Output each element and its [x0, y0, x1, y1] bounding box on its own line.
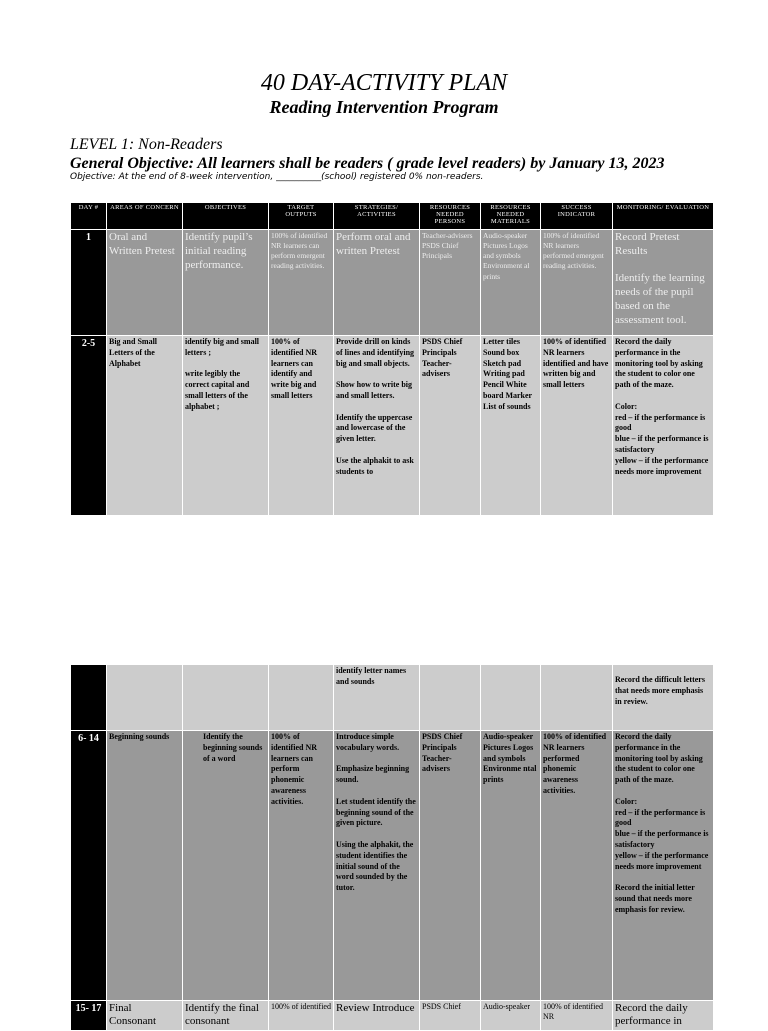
- objective-cell: Identify the final consonant: [183, 1001, 269, 1031]
- persons-cell: PSDS Chief Principals Teacher-advisers: [420, 336, 481, 516]
- materials-cell: Letter tiles Sound box Sketch pad Writing pad Pencil White board Marker List of sounds: [481, 336, 541, 516]
- indicator-cell: 100% of identified NR learners performed emergent reading activities.: [541, 230, 613, 336]
- table-header-row: [71, 203, 714, 230]
- day-cell: 6- 14: [71, 731, 107, 1001]
- persons-cell: Teacher-advisers PSDS Chief Principals: [420, 230, 481, 336]
- col-header-outputs: TARGET OUTPUTS: [269, 203, 334, 230]
- strategy-cell: Introduce simple vocabulary words. Emphasize beginning sound. Let student identify the beginning sound of the given picture. Using the alphakit, the student identifies the initial sound of the word sounded by the tutor.: [334, 731, 420, 1001]
- indicator-cell: [541, 665, 613, 731]
- strategy-cell: Perform oral and written Pretest: [334, 230, 420, 336]
- monitoring-cell: Record the daily performance in the monitoring tool by asking the student to color one path of the maze. Color: red – if the performance is good blue – if the performance is satisfactory yellow – if the performance needs more improvement Record the initial letter sound that needs more emphasis for review.: [613, 731, 714, 1001]
- persons-cell: [420, 665, 481, 731]
- indicator-cell: 100% of identified NR learners identified and have written big and small letters: [541, 336, 613, 516]
- table-row: [71, 731, 714, 1001]
- col-header-strategies: STRATEGIES/ ACTIVITIES: [334, 203, 420, 230]
- output-cell: 100% of identified NR learners can identify and write big and small letters: [269, 336, 334, 516]
- table-row: [71, 1001, 714, 1031]
- strategy-cell: Review Introduce: [334, 1001, 420, 1031]
- table-row: [71, 665, 714, 731]
- col-header-monitoring: MONITORING/ EVALUATION: [613, 203, 714, 230]
- strategy-cell: identify letter names and sounds: [334, 665, 420, 731]
- col-header-materials: RESOURCES NEEDED MATERIALS: [481, 203, 541, 230]
- materials-cell: Audio-speaker Pictures Logos and symbols Environme ntal prints: [481, 731, 541, 1001]
- area-cell: [107, 665, 183, 731]
- col-header-indicator: SUCCESS INDICATOR: [541, 203, 613, 230]
- persons-cell: PSDS Chief: [420, 1001, 481, 1031]
- area-cell: Beginning sounds: [107, 731, 183, 1001]
- monitoring-cell: Record the daily performance in: [613, 1001, 714, 1031]
- col-header-persons: RESOURCES NEEDED PERSONS: [420, 203, 481, 230]
- general-objective: General Objective: All learners shall be readers ( grade level readers) by January 13, 2023: [70, 155, 665, 172]
- indicator-cell: 100% of identified NR learners performed phonemic awareness activities.: [541, 731, 613, 1001]
- output-cell: 100% of identified NR learners can perform emergent reading activities.: [269, 230, 334, 336]
- table-row: [71, 336, 714, 516]
- col-header-day: DAY #: [71, 203, 107, 230]
- day-cell: 2-5: [71, 336, 107, 516]
- monitoring-cell: Record the difficult letters that needs more emphasis in review.: [613, 665, 714, 731]
- objective-cell: Identify the beginning sounds of a word: [183, 731, 269, 1001]
- output-cell: [269, 665, 334, 731]
- objective-cell: identify big and small letters ; write legibly the correct capital and small letters of the alphabet ;: [183, 336, 269, 516]
- page-subtitle: Reading Intervention Program: [269, 97, 499, 117]
- monitoring-cell: Record the daily performance in the monitoring tool by asking the student to color one path of the maze. Color: red – if the performance is good blue – if the performance is satisfactory yellow – if the performance needs more improvement: [613, 336, 714, 516]
- strategy-cell: Provide drill on kinds of lines and identifying big and small objects. Show how to write big and small letters. Identify the uppercase and lowercase of the given letter. Use the alphakit to ask students to: [334, 336, 420, 516]
- objective-line: Objective: At the end of 8-week intervention, __________(school) registered 0% non-readers.: [70, 172, 484, 182]
- activity-table-top: [70, 202, 714, 516]
- table-row: [71, 230, 714, 336]
- output-cell: 100% of identified NR learners can perform phonemic awareness activities.: [269, 731, 334, 1001]
- area-cell: Final Consonant: [107, 1001, 183, 1031]
- page-title: 40 DAY-ACTIVITY PLAN: [260, 70, 508, 96]
- indicator-cell: 100% of identified NR: [541, 1001, 613, 1031]
- day-cell: 1: [71, 230, 107, 336]
- monitoring-cell: Record Pretest Results Identify the learning needs of the pupil based on the assessment tool.: [613, 230, 714, 336]
- activity-table-bottom: [70, 664, 714, 1031]
- materials-cell: [481, 665, 541, 731]
- objective-cell: [183, 665, 269, 731]
- area-cell: Big and Small Letters of the Alphabet: [107, 336, 183, 516]
- level-heading: LEVEL 1: Non-Readers: [70, 136, 223, 153]
- col-header-areas: AREAS OF CONCERN: [107, 203, 183, 230]
- materials-cell: Audio-speaker Pictures Logos and symbols Environment al prints: [481, 230, 541, 336]
- output-cell: 100% of identified: [269, 1001, 334, 1031]
- materials-cell: Audio-speaker: [481, 1001, 541, 1031]
- area-cell: Oral and Written Pretest: [107, 230, 183, 336]
- objective-cell: Identify pupil’s initial reading performance.: [183, 230, 269, 336]
- day-cell: 15- 17: [71, 1001, 107, 1031]
- day-cell: [71, 665, 107, 731]
- col-header-objectives: OBJECTIVES: [183, 203, 269, 230]
- persons-cell: PSDS Chief Principals Teacher-advisers: [420, 731, 481, 1001]
